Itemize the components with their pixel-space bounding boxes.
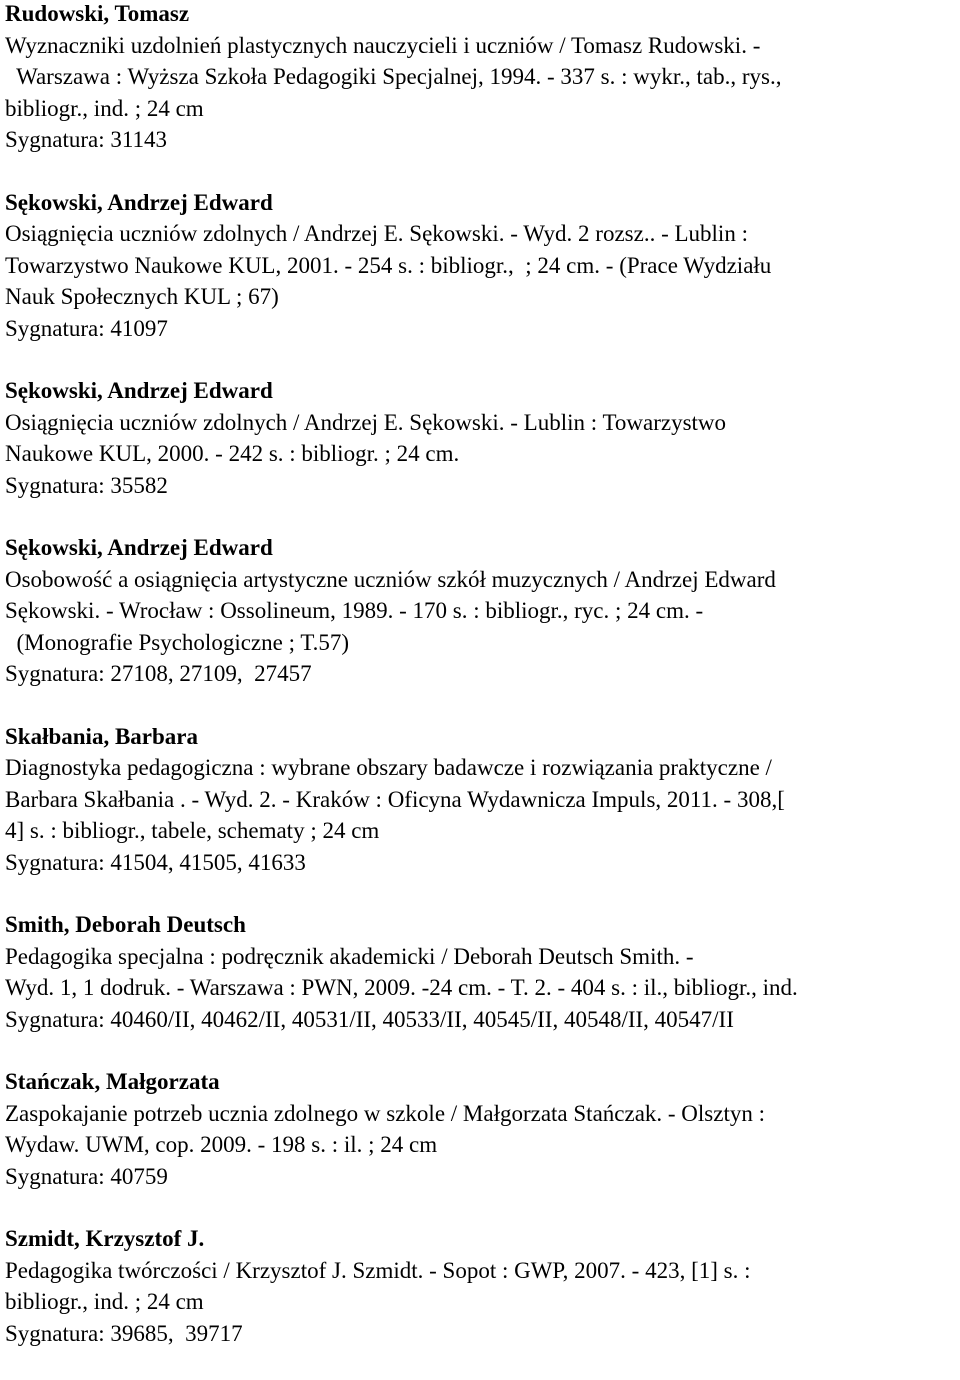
entry-description-line: Sękowski. - Wrocław : Ossolineum, 1989. - 170 s. : bibliogr., ryc. ; 24 cm. - [5,598,704,623]
entry-description-line: 4] s. : bibliogr., tabele, schematy ; 24 cm [5,818,380,843]
catalog-entry [5,187,960,345]
entry-author: Sękowski, Andrzej Edward [5,535,273,560]
catalog-entry [5,1223,960,1349]
entry-author: Stańczak, Małgorzata [5,1069,220,1094]
entry-description-line: Naukowe KUL, 2000. - 242 s. : bibliogr. ; 24 cm. [5,441,460,466]
entry-author: Sękowski, Andrzej Edward [5,189,273,215]
entry-description-line: Osiągnięcia uczniów zdolnych / Andrzej E. Sękowski. - Wyd. 2 rozsz.. - Lublin : [5,221,748,246]
entry-description-line: (Monografie Psychologiczne ; T.57) [5,629,350,655]
entry-author: Rudowski, Tomasz [5,1,190,26]
entry-description-line: Towarzystwo Naukowe KUL, 2001. - 254 s. : bibliogr., ; 24 cm. - (Prace Wydziału [5,252,772,278]
entry-description-line: Wyznaczniki uzdolnień plastycznych nauczycieli i uczniów / Tomasz Rudowski. - [5,32,761,58]
catalog-entry [5,1066,960,1192]
entry-description-line: Nauk Społecznych KUL ; 67) [5,284,279,309]
entry-author: Szmidt, Krzysztof J. [5,1226,205,1251]
entry-description-line: Pedagogika specjalna : podręcznik akademicki / Deborah Deutsch Smith. - [5,943,694,969]
catalog-entry [5,0,960,156]
entry-author: Smith, Deborah Deutsch [5,912,246,937]
entry-signature: Sygnatura: 27108, 27109, 27457 [5,661,312,686]
entry-signature: Sygnatura: 41504, 41505, 41633 [5,849,306,875]
entry-description-line: Zaspokajanie potrzeb ucznia zdolnego w szkole / Małgorzata Stańczak. - Olsztyn : [5,1100,765,1126]
entry-description-line: Osiągnięcia uczniów zdolnych / Andrzej E. Sękowski. - Lublin : Towarzystwo [5,409,727,435]
entry-description-line: Warszawa : Wyższa Szkoła Pedagogiki Specjalnej, 1994. - 337 s. : wykr., tab., rys., [5,64,782,89]
entry-signature: Sygnatura: 31143 [5,127,168,152]
catalog-entry [5,532,960,690]
entry-signature: Sygnatura: 35582 [5,472,168,498]
entry-signature: Sygnatura: 40759 [5,1163,168,1189]
entry-description-line: Wydaw. UWM, cop. 2009. - 198 s. : il. ; 24 cm [5,1132,438,1157]
entry-description-line: bibliogr., ind. ; 24 cm [5,1289,204,1314]
entry-description-line: Barbara Skałbania . - Wyd. 2. - Kraków : Oficyna Wydawnicza Impuls, 2011. - 308,[ [5,786,785,812]
catalog-entry [5,909,960,1035]
entry-signature: Sygnatura: 41097 [5,315,168,341]
entry-description-line: bibliogr., ind. ; 24 cm [5,95,204,121]
entry-author: Sękowski, Andrzej Edward [5,378,273,403]
entry-signature: Sygnatura: 40460/II, 40462/II, 40531/II, 40533/II, 40545/II, 40548/II, 40547/II [5,1006,734,1032]
entry-description-line: Pedagogika twórczości / Krzysztof J. Szmidt. - Sopot : GWP, 2007. - 423, [1] s. : [5,1257,751,1283]
entry-author: Skałbania, Barbara [5,723,198,749]
catalog-page [5,0,960,1380]
entry-description-line: Osobowość a osiągnięcia artystyczne uczniów szkół muzycznych / Andrzej Edward [5,566,776,592]
entry-description-line: Wyd. 1, 1 dodruk. - Warszawa : PWN, 2009. -24 cm. - T. 2. - 404 s. : il., bibliogr., ind. [5,975,798,1000]
entry-signature: Sygnatura: 39685, 39717 [5,1320,243,1346]
catalog-entry [5,721,960,879]
catalog-entry [5,375,960,501]
entry-description-line: Diagnostyka pedagogiczna : wybrane obszary badawcze i rozwiązania praktyczne / [5,755,772,780]
